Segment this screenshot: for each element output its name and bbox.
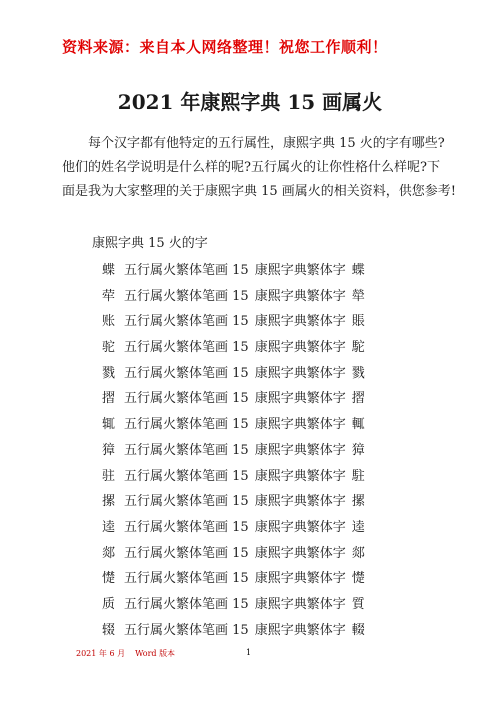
item-label: 五行属火繁体笔画 15 [124,545,249,561]
page-number: 1 [246,648,252,657]
traditional-char: 駝 [351,340,365,356]
simplified-char: 辍 [102,622,116,638]
item-label: 五行属火繁体笔画 15 [124,314,249,330]
simplified-char: 摞 [102,494,116,510]
item-label-2: 康熙字典繁体字 [254,288,346,304]
item-label: 五行属火繁体笔画 15 [124,468,249,484]
list-item [102,592,365,618]
list-item [102,541,365,567]
item-label-2: 康熙字典繁体字 [254,468,346,484]
section-label: 康熙字典 15 火的字 [92,236,208,251]
item-label-2: 康熙字典繁体字 [254,340,346,356]
traditional-char: 犖 [351,288,365,304]
traditional-char: 質 [351,596,365,612]
item-label-2: 康熙字典繁体字 [254,571,346,587]
simplified-char: 账 [102,314,116,330]
traditional-char: 駐 [351,468,365,484]
simplified-char: 戮 [102,365,116,381]
item-label-2: 康熙字典繁体字 [254,417,346,433]
item-label: 五行属火繁体笔画 15 [124,596,249,612]
item-label-2: 康熙字典繁体字 [254,442,346,458]
item-label: 五行属火繁体笔画 15 [124,340,249,356]
list-item [102,489,365,515]
traditional-char: 蝶 [351,263,365,278]
item-label: 五行属火繁体笔画 15 [124,622,249,638]
simplified-char: 摺 [102,391,116,407]
item-label-2: 康熙字典繁体字 [254,263,346,278]
simplified-char: 质 [102,596,116,612]
traditional-char: 獐 [351,442,365,458]
traditional-char: 輒 [351,417,365,433]
traditional-char: 戮 [351,365,365,381]
traditional-char: 逵 [351,519,365,535]
traditional-char: 郯 [351,545,365,561]
footer-date: 2021 年 6 月 [76,649,126,658]
list-item [102,412,365,438]
item-label: 五行属火繁体笔画 15 [124,571,249,587]
list-item [102,361,365,387]
simplified-char: 辄 [102,417,116,433]
item-label: 五行属火繁体笔画 15 [124,519,249,535]
item-label: 五行属火繁体笔画 15 [124,263,249,278]
character-list [102,258,365,643]
item-label: 五行属火繁体笔画 15 [124,391,249,407]
list-item [102,284,365,310]
list-item [102,438,365,464]
item-label: 五行属火繁体笔画 15 [124,365,249,381]
list-item [102,309,365,335]
simplified-char: 驼 [102,340,116,356]
simplified-char: 荦 [102,288,116,304]
item-label: 五行属火繁体笔画 15 [124,442,249,458]
item-label-2: 康熙字典繁体字 [254,314,346,330]
list-item [102,566,365,592]
item-label-2: 康熙字典繁体字 [254,519,346,535]
list-item [102,386,365,412]
footer-version: Word 版本 [135,649,176,658]
item-label: 五行属火繁体笔画 15 [124,494,249,510]
intro-line: 他们的姓名学说明是什么样的呢?五行属火的让你性格什么样呢?下 [62,160,440,175]
traditional-char: 摺 [351,391,365,407]
simplified-char: 蝶 [102,263,116,278]
simplified-char: 郯 [102,545,116,561]
source-banner: 资料来源：来自本人网络整理！祝您工作顺利！ [62,38,388,56]
item-label: 五行属火繁体笔画 15 [124,417,249,433]
simplified-char: 驻 [102,468,116,484]
item-label-2: 康熙字典繁体字 [254,391,346,407]
item-label-2: 康熙字典繁体字 [254,596,346,612]
intro-paragraph [62,132,457,204]
simplified-char: 逵 [102,519,116,535]
simplified-char: 獐 [102,442,116,458]
footer-info [76,648,175,659]
traditional-char: 賬 [351,314,365,330]
item-label-2: 康熙字典繁体字 [254,545,346,561]
intro-line: 每个汉字都有他特定的五行属性，康熙字典 15 火的字有哪些? [88,136,445,151]
list-item [102,335,365,361]
intro-line: 面是我为大家整理的关于康熙字典 15 画属火的相关资料，供您参考! [62,184,457,199]
item-label-2: 康熙字典繁体字 [254,494,346,510]
item-label-2: 康熙字典繁体字 [254,365,346,381]
traditional-char: 憷 [351,571,365,587]
list-item [102,618,365,644]
list-item [102,515,365,541]
item-label-2: 康熙字典繁体字 [254,622,346,638]
item-label: 五行属火繁体笔画 15 [124,288,249,304]
list-item [102,464,365,490]
simplified-char: 憷 [102,571,116,587]
page-title: 2021 年康熙字典 15 画属火 [117,90,383,114]
list-item [102,258,365,284]
traditional-char: 輟 [351,622,365,638]
traditional-char: 摞 [351,494,365,510]
